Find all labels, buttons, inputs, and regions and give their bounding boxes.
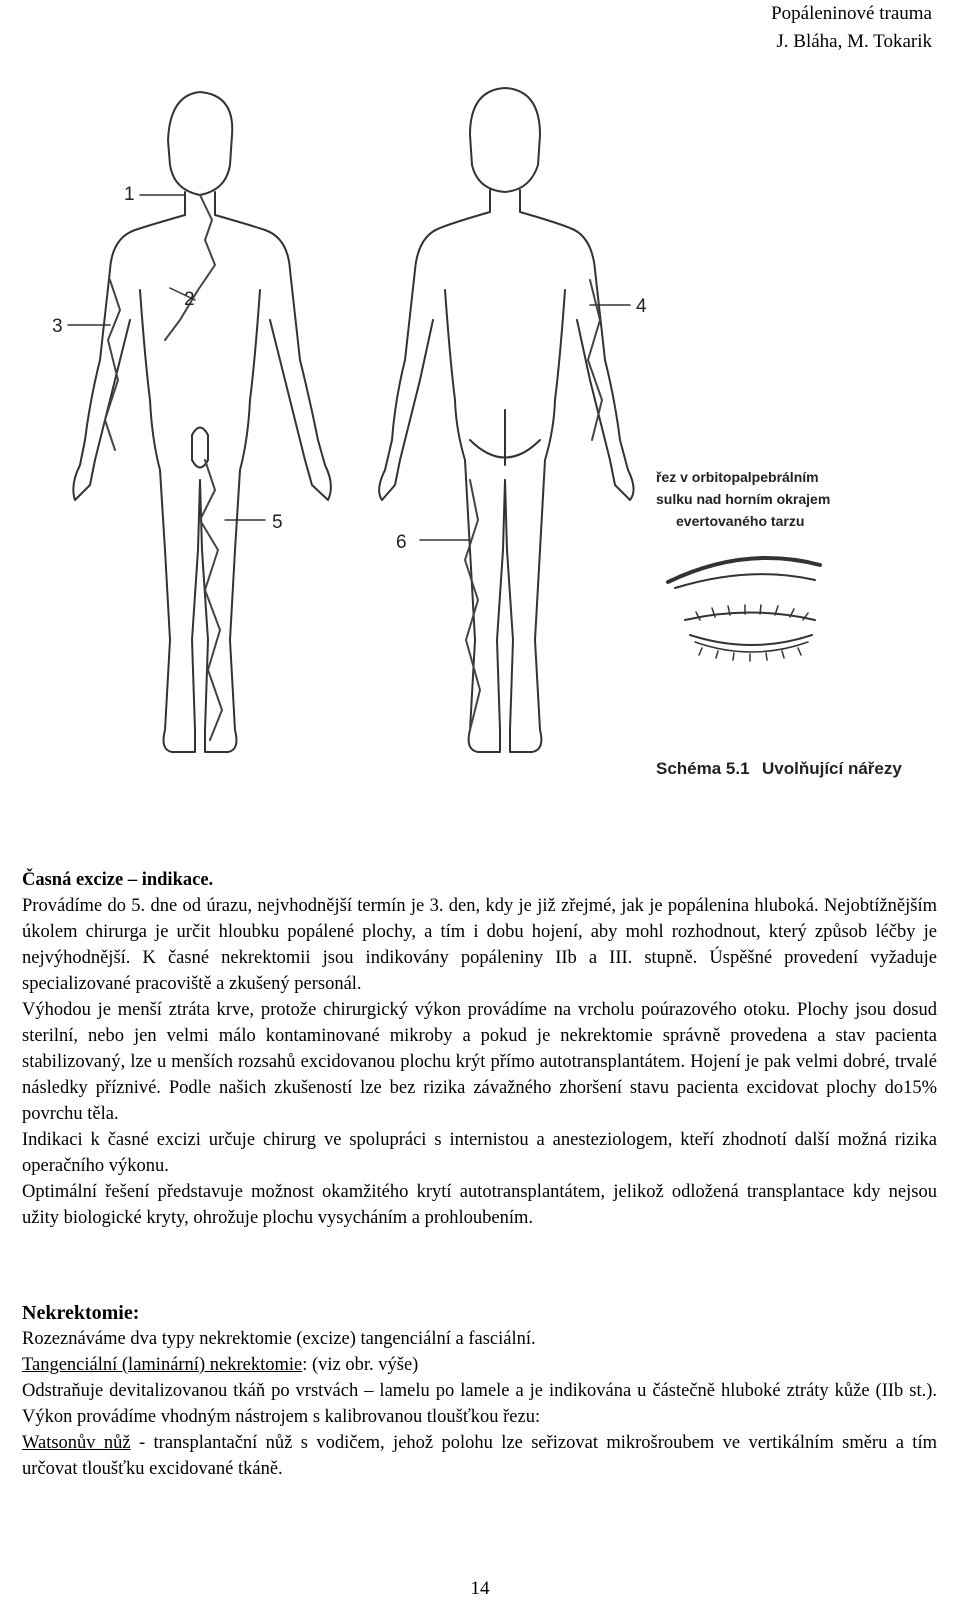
header-title: Popáleninové trauma xyxy=(771,3,932,24)
paragraph xyxy=(22,1430,937,1482)
term-rest: - transplantační nůž s vodičem, jehož polohu lze seřizovat mikrošroubem ve vertikálním směru a tím určovat tloušťku excidované tkáně. xyxy=(22,1433,937,1479)
term-tangential: Tangenciální (laminární) nekrektomie xyxy=(22,1355,303,1375)
paragraph: Optimální řešení představuje možnost okamžitého krytí autotransplantátem, jelikož odložená transplantace kdy nejsou užity biologické kryty, ohrožuje plochu vysycháním a prohloubením. xyxy=(22,1182,937,1228)
header-authors: J. Bláha, M. Tokarik xyxy=(776,31,932,52)
label-4: 4 xyxy=(636,296,647,317)
page-header xyxy=(771,0,932,56)
eye-caption-line2: sulku nad horním okrajem xyxy=(656,491,831,507)
paragraph xyxy=(22,1352,937,1378)
label-6: 6 xyxy=(396,532,407,553)
body-diagram xyxy=(0,80,960,820)
label-2: 2 xyxy=(184,289,195,310)
section-necrectomy xyxy=(22,1300,937,1482)
paragraph: Odstraňuje devitalizovanou tkáň po vrstvách – lamelu po lamele a je indikována u částečně hluboké ztráty kůže (IIb st.). Výkon provádíme vhodným nástrojem s kalibrovanou tloušťkou řezu: xyxy=(22,1381,937,1427)
back-figure xyxy=(379,88,633,752)
section-early-excision xyxy=(22,867,937,1231)
paragraph: Provádíme do 5. dne od úrazu, nejvhodnější termín je 3. den, kdy je již zřejmé, jak je popálenina hluboká. Nejobtížnějším úkolem chirurga je určit hloubku popálené plochy, a tím i dobu hojení, aby mohl rozhodnout, který způsob léčby je nejvýhodnější. K časné nekrektomii jsou indikovány popáleniny IIb a III. stupně. Úspěšné provedení vyžaduje specializované pracoviště a zkušený personál. xyxy=(22,896,937,994)
paragraph: Rozeznáváme dva typy nekrektomie (excize) tangenciální a fasciální. xyxy=(22,1329,536,1349)
front-figure xyxy=(73,92,331,752)
page-number: 14 xyxy=(470,1578,490,1599)
term-watson-knife: Watsonův nůž xyxy=(22,1433,131,1453)
schema-number: Schéma 5.1 xyxy=(656,759,750,778)
schema-title: Uvolňující nářezy xyxy=(762,759,902,778)
eye-caption-line1: řez v orbitopalpebrálním xyxy=(656,469,819,485)
label-5: 5 xyxy=(272,512,283,533)
section-heading: Nekrektomie: xyxy=(22,1302,140,1324)
eye-caption-line3: evertovaného tarzu xyxy=(676,513,805,529)
section-heading: Časná excize – indikace. xyxy=(22,870,214,890)
term-rest: : (viz obr. výše) xyxy=(302,1355,419,1375)
paragraph: Výhodou je menší ztráta krve, protože chirurgický výkon provádíme na vrcholu poúrazového otoku. Plochy jsou dosud sterilní, nebo jen velmi málo kontaminované mikroby a pokud je nekrektomie správně provedena a stav pacienta stabilizovaný, lze u menších rozsahů excidovanou plochu krýt přímo autotransplantátem. Hojení je pak velmi dobré, trvalé následky příznivé. Podle našich zkušeností lze bez rizika závažného zhoršení stavu pacienta excidovat plochy do15% povrchu těla. xyxy=(22,1000,937,1124)
eye-illustration xyxy=(668,558,820,661)
paragraph: Indikaci k časné excizi určuje chirurg ve spolupráci s internistou a anesteziologem, kteří zhodnotí další možná rizika operačního výkonu. xyxy=(22,1130,937,1176)
schema-figure xyxy=(0,80,960,820)
label-1: 1 xyxy=(124,184,135,205)
label-3: 3 xyxy=(52,316,63,337)
